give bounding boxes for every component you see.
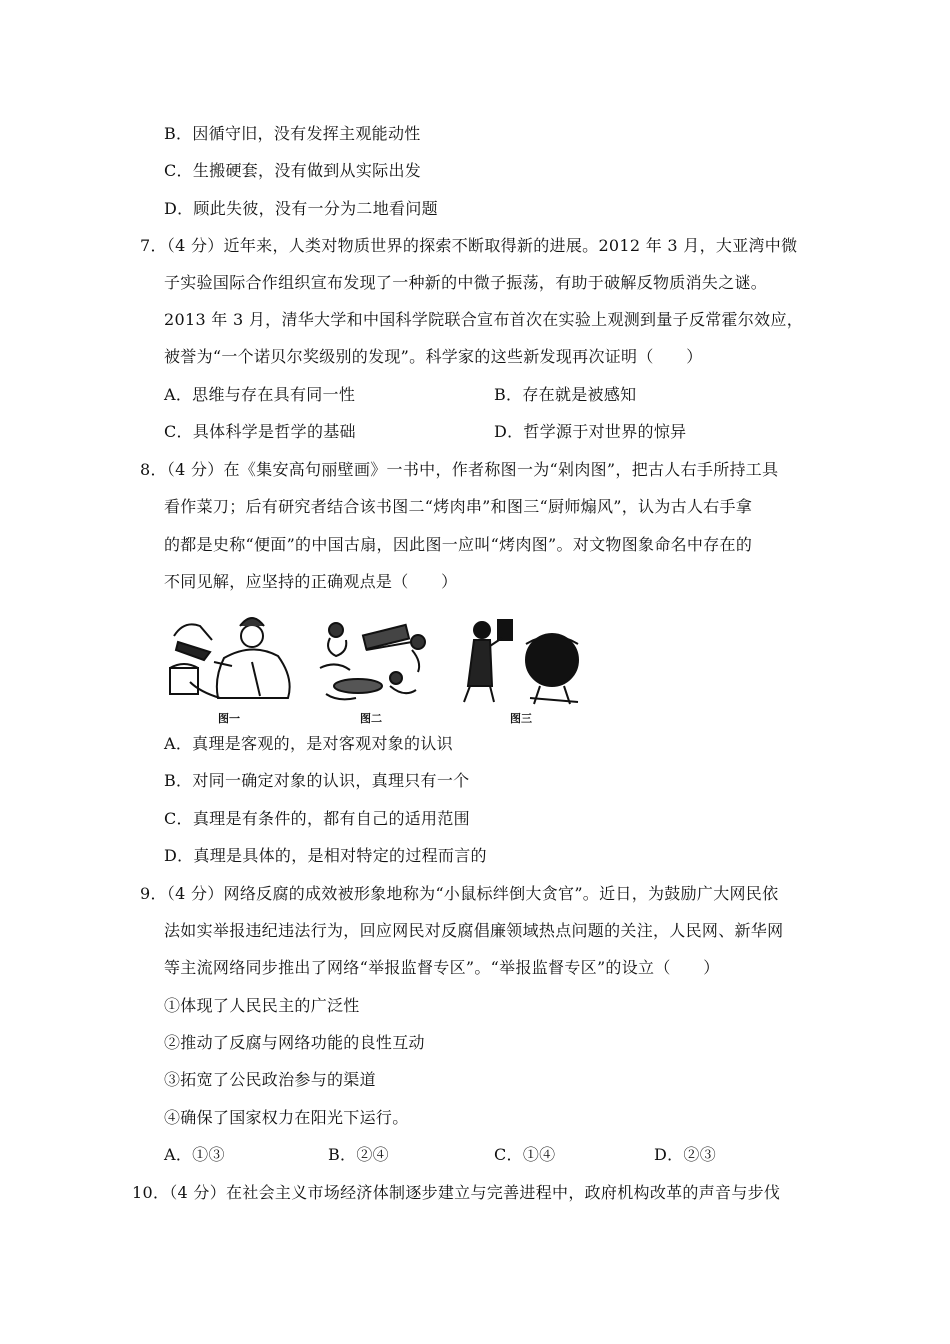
q9-statement-2: ②推动了反腐与网络功能的良性互动 <box>164 1033 425 1052</box>
q8-stem-line-3: 的都是史称“便面”的中国古扇，因此图一应叫“烤肉图”。对文物图象命名中存在的 <box>164 535 753 554</box>
q6-option-b: B．因循守旧，没有发挥主观能动性 <box>164 124 421 143</box>
q9-option-b: B．②④ <box>328 1145 389 1164</box>
q8-stem-line-4: 不同见解，应坚持的正确观点是（ ） <box>164 572 458 591</box>
q7-stem-line-4: 被誉为“一个诺贝尔奖级别的发现”。科学家的这些新发现再次证明（ ） <box>164 347 703 366</box>
q8-stem-line-2: 看作菜刀；后有研究者结合该书图二“烤肉串”和图三“厨师煽风”，认为古人右手拿 <box>164 497 753 516</box>
q8-option-b: B．对同一确定对象的认识，真理只有一个 <box>164 771 470 790</box>
q7-stem-line-2: 子实验国际合作组织宣布发现了一种新的中微子振荡，有助于破解反物质消失之谜。 <box>164 273 768 292</box>
q7-option-c: C．具体科学是哲学的基础 <box>164 422 356 441</box>
q9-statement-4: ④确保了国家权力在阳光下运行。 <box>164 1108 409 1127</box>
q6-option-c: C．生搬硬套，没有做到从实际出发 <box>164 161 422 180</box>
q7-option-d: D．哲学源于对世界的惊异 <box>494 422 687 441</box>
mural-figure <box>160 606 580 724</box>
q6-option-d: D．顾此失彼，没有一分为二地看问题 <box>164 199 438 218</box>
mural-illustration <box>160 606 580 724</box>
q8-stem-line-1: 8．（4 分）在《集安高句丽壁画》一书中，作者称图一为“剁肉图”，把古人右手所持工具 <box>140 460 779 479</box>
figure-3-caption: 图三 <box>510 712 532 725</box>
figure-3-illustration <box>464 620 578 704</box>
figure-2-caption: 图二 <box>360 712 382 725</box>
q7-stem-line-1: 7．（4 分）近年来，人类对物质世界的探索不断取得新的进展。2012 年 3 月，大亚湾中微 <box>140 236 798 255</box>
q9-statement-3: ③拓宽了公民政治参与的渠道 <box>164 1070 376 1089</box>
q8-option-a: A．真理是客观的，是对客观对象的认识 <box>164 734 453 753</box>
q9-stem-line-2: 法如实举报违纪违法行为，回应网民对反腐倡廉领域热点问题的关注，人民网、新华网 <box>164 921 784 940</box>
q7-option-a: A．思维与存在具有同一性 <box>164 385 356 404</box>
q9-stem-line-1: 9．（4 分）网络反腐的成效被形象地称为“小鼠标绊倒大贪官”。近日，为鼓励广大网民依 <box>140 884 779 903</box>
q8-option-d: D．真理是具体的，是相对特定的过程而言的 <box>164 846 487 865</box>
q9-option-c: C．①④ <box>494 1145 556 1164</box>
q10-stem-line-1: 10．（4 分）在社会主义市场经济体制逐步建立与完善进程中，政府机构改革的声音与步伐 <box>132 1183 781 1202</box>
figure-2-illustration <box>320 623 425 699</box>
q9-option-a: A．①③ <box>164 1145 225 1164</box>
q7-stem-line-3: 2013 年 3 月，清华大学和中国科学院联合宣布首次在实验上观测到量子反常霍尔效应， <box>164 310 804 329</box>
q9-option-d: D．②③ <box>654 1145 717 1164</box>
figure-1-illustration <box>170 618 290 698</box>
q9-statement-1: ①体现了人民民主的广泛性 <box>164 996 360 1015</box>
q8-option-c: C．真理是有条件的，都有自己的适用范围 <box>164 809 470 828</box>
figure-1-caption: 图一 <box>218 712 240 725</box>
q7-option-b: B．存在就是被感知 <box>494 385 637 404</box>
q9-stem-line-3: 等主流网络同步推出了网络“举报监督专区”。“举报监督专区”的设立（ ） <box>164 958 720 977</box>
